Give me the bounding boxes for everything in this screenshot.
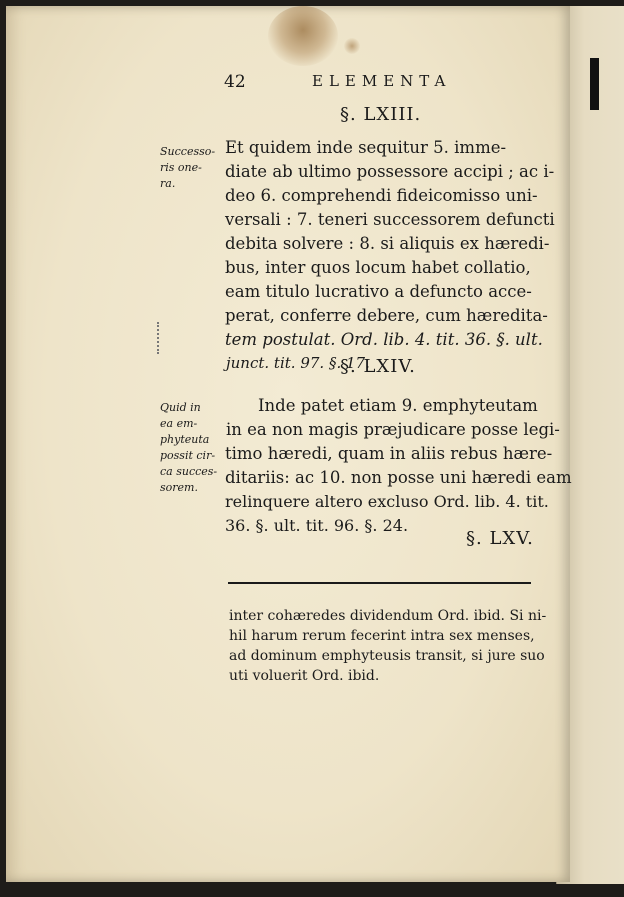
body-line: eam titulo lucrativo a defuncto acce- [225, 282, 532, 301]
water-stain-small [344, 38, 360, 54]
running-title: ELEMENTA [312, 72, 452, 90]
marginal-line: possit cir- [160, 449, 216, 462]
footnote-rule [228, 582, 531, 584]
marginal-note-lxiii [160, 144, 215, 192]
body-line: ditariis: ac 10. non posse uni hæredi eam [225, 468, 572, 487]
margin-stamp-mark [157, 322, 165, 354]
page-number: 42 [224, 72, 246, 92]
footnote-line: inter cohæredes dividendum Ord. ibid. Si ni- [229, 608, 547, 624]
body-line: diate ab ultimo possessore accipi ; ac i- [225, 162, 555, 181]
body-line: deo 6. comprehendi fideicomisso uni- [225, 186, 538, 205]
catchword: §. LXV. [466, 528, 534, 549]
marginal-line: Successo- [160, 145, 216, 158]
marginal-line: phyteuta [160, 433, 210, 446]
marginal-line: ris one- [160, 161, 202, 174]
body-line: debita solvere : 8. si aliquis ex hæredi- [225, 234, 550, 253]
body-line: relinquere altero excluso Ord. lib. 4. tit. [225, 492, 549, 511]
body-line-citation: 36. §. ult. tit. 96. §. 24. [225, 516, 409, 535]
marginal-line: sorem. [160, 481, 198, 494]
footnote-line: hil harum rerum fecerint intra sex menses, [229, 628, 535, 644]
binding-edge-mark [590, 58, 599, 110]
body-line: Inde patet etiam 9. emphyteutam [258, 396, 538, 415]
body-line-citation: junct. tit. 97. §. 17. [226, 354, 370, 372]
body-line: in ea non magis præjudicare posse legi- [226, 420, 560, 439]
body-line: perat, conferre debere, cum hæredita- [225, 306, 548, 325]
marginal-note-lxiv [160, 400, 217, 496]
section-heading-lxiii: §. LXIII. [340, 104, 422, 125]
marginal-line: ea em- [160, 417, 198, 430]
footnote-line: uti voluerit Ord. ibid. [229, 668, 380, 684]
body-line-citation: tem postulat. Ord. lib. 4. tit. 36. §. ult. [225, 330, 543, 349]
marginal-line: Quid in [160, 401, 201, 414]
body-line: timo hæredi, quam in aliis rebus hære- [225, 444, 553, 463]
body-line: versali : 7. teneri successorem defuncti [225, 210, 555, 229]
water-stain [268, 6, 338, 66]
footnote-line: ad dominum emphyteusis transit, si jure suo [229, 648, 545, 664]
marginal-line: ca succes- [160, 465, 218, 478]
body-line: bus, inter quos locum habet collatio, [225, 258, 531, 277]
body-line: Et quidem inde sequitur 5. imme- [225, 138, 507, 157]
marginal-line: ra. [160, 177, 176, 190]
section-heading-lxiv: §. LXIV. [340, 356, 416, 377]
